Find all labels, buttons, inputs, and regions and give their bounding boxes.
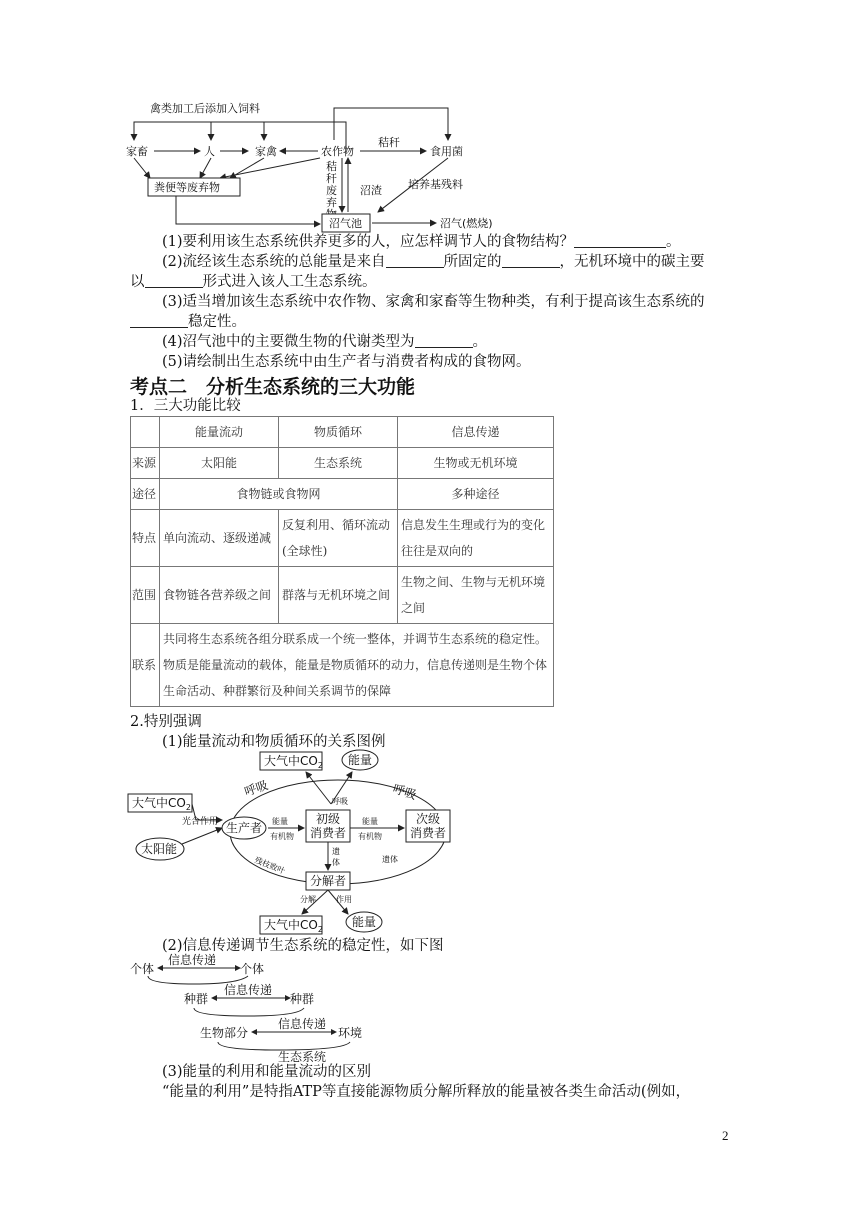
label-action: 作用: [336, 895, 352, 904]
label-energy-1: 能量: [272, 817, 288, 826]
table-cell: 食物链各营养级之间: [160, 567, 279, 624]
label-remains: 遗体: [382, 855, 398, 864]
label-photosynthesis: 光合作用: [182, 817, 219, 827]
node-jiachu: 家畜: [126, 145, 148, 158]
label-peiyang: 培养基残料: [408, 178, 463, 191]
question-5: (5)请绘制出生态系统中由生产者与消费者构成的食物网。: [162, 354, 531, 370]
table-cell: 生态系统: [279, 448, 398, 479]
row-label: 联系: [131, 624, 160, 707]
ecosystem-label: 生态系统: [278, 1050, 327, 1062]
subheading-energy-use: (3)能量的利用和能量流动的区别: [162, 1064, 372, 1080]
co2-bottom: 大气中$CO_2$: [264, 918, 323, 934]
node-ren: 人: [204, 145, 215, 158]
label-organic-2: 有机物: [358, 832, 382, 841]
function-comparison-table: [130, 416, 554, 707]
subheading-comparison: 1．三大功能比较: [130, 398, 241, 414]
feed-loop-label: 禽类加工后添加入饲料: [150, 102, 260, 115]
node-zhaoqi: 沼气(燃烧): [440, 217, 493, 230]
answer-blank-2c[interactable]: [145, 273, 203, 288]
node-primary-consumer-1: 初级: [316, 812, 341, 826]
node-nongzuowu: 农作物: [321, 145, 354, 158]
row-label: 范围: [131, 567, 160, 624]
answer-blank-3[interactable]: [130, 313, 188, 328]
node-zhaoqichi: 沼气池: [329, 217, 362, 230]
row-label: 特点: [131, 510, 160, 567]
subheading-info-transfer: (2)信息传递调节生态系统的稳定性，如下图: [162, 938, 444, 954]
subheading-emphasis: 2.特别强调: [130, 714, 202, 730]
row-label: 途径: [131, 479, 160, 510]
answer-blank-1[interactable]: [574, 233, 666, 248]
label-jiegan-waste-2: 秆: [326, 172, 337, 185]
table-row: [131, 567, 554, 624]
node-secondary-consumer-2: 消费者: [410, 826, 447, 840]
individual-left: 个体: [130, 962, 155, 976]
sun-energy: 太阳能: [141, 842, 178, 856]
answer-blank-2a[interactable]: [386, 253, 444, 268]
table-header: 能量流动: [160, 417, 279, 448]
table-cell: 信息发生生理或行为的变化往往是双向的: [398, 510, 554, 567]
ecosystem-flow-diagram: [120, 96, 520, 234]
info-transfer-diagram: [128, 952, 428, 1062]
table-cell: 食物链或食物网: [160, 479, 398, 510]
node-secondary-consumer-1: 次级: [416, 812, 441, 826]
question-2-cont: 以 形式进入该人工生态系统。: [130, 274, 377, 290]
label-remains-v1: 遗: [332, 847, 340, 856]
table-cell: 生物之间、生物与无机环境之间: [398, 567, 554, 624]
table-cell: 反复利用、循环流动(全球性): [279, 510, 398, 567]
table-row: [131, 479, 554, 510]
label-respiration-left: 呼吸: [242, 778, 270, 799]
label-energy-2: 能量: [362, 817, 378, 826]
table-cell: 多种途径: [398, 479, 554, 510]
info-transfer-2: 信息传递: [224, 983, 273, 997]
answer-blank-4[interactable]: [415, 333, 473, 348]
table-row: [131, 448, 554, 479]
answer-blank-2b[interactable]: [502, 253, 560, 268]
label-respiration-right: 呼吸: [391, 781, 419, 803]
question-3: (3)适当增加该生态系统中农作物、家禽和家畜等生物种类，有利于提高该生态系统的: [162, 294, 705, 310]
paragraph-energy-use: “能量的利用”是特指ATP等直接能源物质分解所释放的能量被各类生命活动(例如，: [162, 1084, 691, 1100]
question-1: (1)要利用该生态系统供养更多的人，应怎样调节人的食物结构？ 。: [162, 234, 681, 250]
label-respiration-mid: 呼吸: [332, 797, 348, 806]
label-jiegan-waste-3: 废: [326, 184, 337, 197]
energy-matter-diagram: [126, 748, 456, 936]
co2-top: 大气中$CO_2$: [264, 754, 323, 770]
question-3-cont: 稳定性。: [130, 312, 246, 332]
table-cell: 群落与无机环境之间: [279, 567, 398, 624]
info-transfer-3: 信息传递: [278, 1017, 327, 1031]
question-2: (2)流经该生态系统的总能量是来自 所固定的 ，无机环境中的碳主要: [162, 254, 705, 270]
environment: 环境: [338, 1026, 363, 1040]
energy-top: 能量: [348, 753, 373, 767]
node-shiyongjun: 食用菌: [430, 145, 463, 158]
co2-left: 大气中$CO_2$: [132, 796, 191, 812]
label-decompose: 分解: [300, 895, 316, 904]
label-jiegan-waste-4: 弃: [326, 196, 337, 209]
table-cell: 共同将生态系统各组分联系成一个统一整体，并调节生态系统的稳定性。物质是能量流动的载体，能量是物质循环的动力，信息传递则是生物个体生命活动、种群繁衍及种间关系调节的保障: [160, 624, 554, 707]
energy-bottom: 能量: [352, 915, 377, 929]
node-fenbian: 粪便等废弃物: [154, 181, 220, 194]
node-producer: 生产者: [226, 821, 263, 835]
population-left: 种群: [184, 992, 209, 1006]
label-zhaozha: 沼渣: [360, 184, 382, 197]
subheading-energy-matter: (1)能量流动和物质循环的关系图例: [162, 734, 386, 750]
node-primary-consumer-2: 消费者: [310, 826, 347, 840]
table-cell: 生物或无机环境: [398, 448, 554, 479]
table-row: [131, 624, 554, 707]
table-cell: 单向流动、逐级递减: [160, 510, 279, 567]
table-header: 物质循环: [279, 417, 398, 448]
label-jiegan-waste-1: 秸: [326, 160, 337, 173]
population-right: 种群: [290, 992, 315, 1006]
table-header-row: [131, 417, 554, 448]
individual-right: 个体: [240, 962, 265, 976]
label-litter: 残枝败叶: [253, 855, 287, 876]
node-decomposer: 分解者: [310, 874, 347, 888]
biotic-part: 生物部分: [200, 1026, 249, 1040]
label-remains-v2: 体: [332, 858, 340, 867]
label-organic-1: 有机物: [270, 832, 294, 841]
table-cell: 太阳能: [160, 448, 279, 479]
table-header: 信息传递: [398, 417, 554, 448]
question-4: (4)沼气池中的主要微生物的代谢类型为 。: [162, 334, 488, 350]
page-number: 2: [722, 1128, 729, 1143]
row-label: 来源: [131, 448, 160, 479]
section-title: 考点二 分析生态系统的三大功能: [130, 376, 416, 398]
table-row: [131, 510, 554, 567]
label-jiegan: 秸秆: [378, 136, 400, 149]
info-transfer-1: 信息传递: [168, 953, 217, 967]
node-jiaqin: 家禽: [255, 145, 277, 158]
